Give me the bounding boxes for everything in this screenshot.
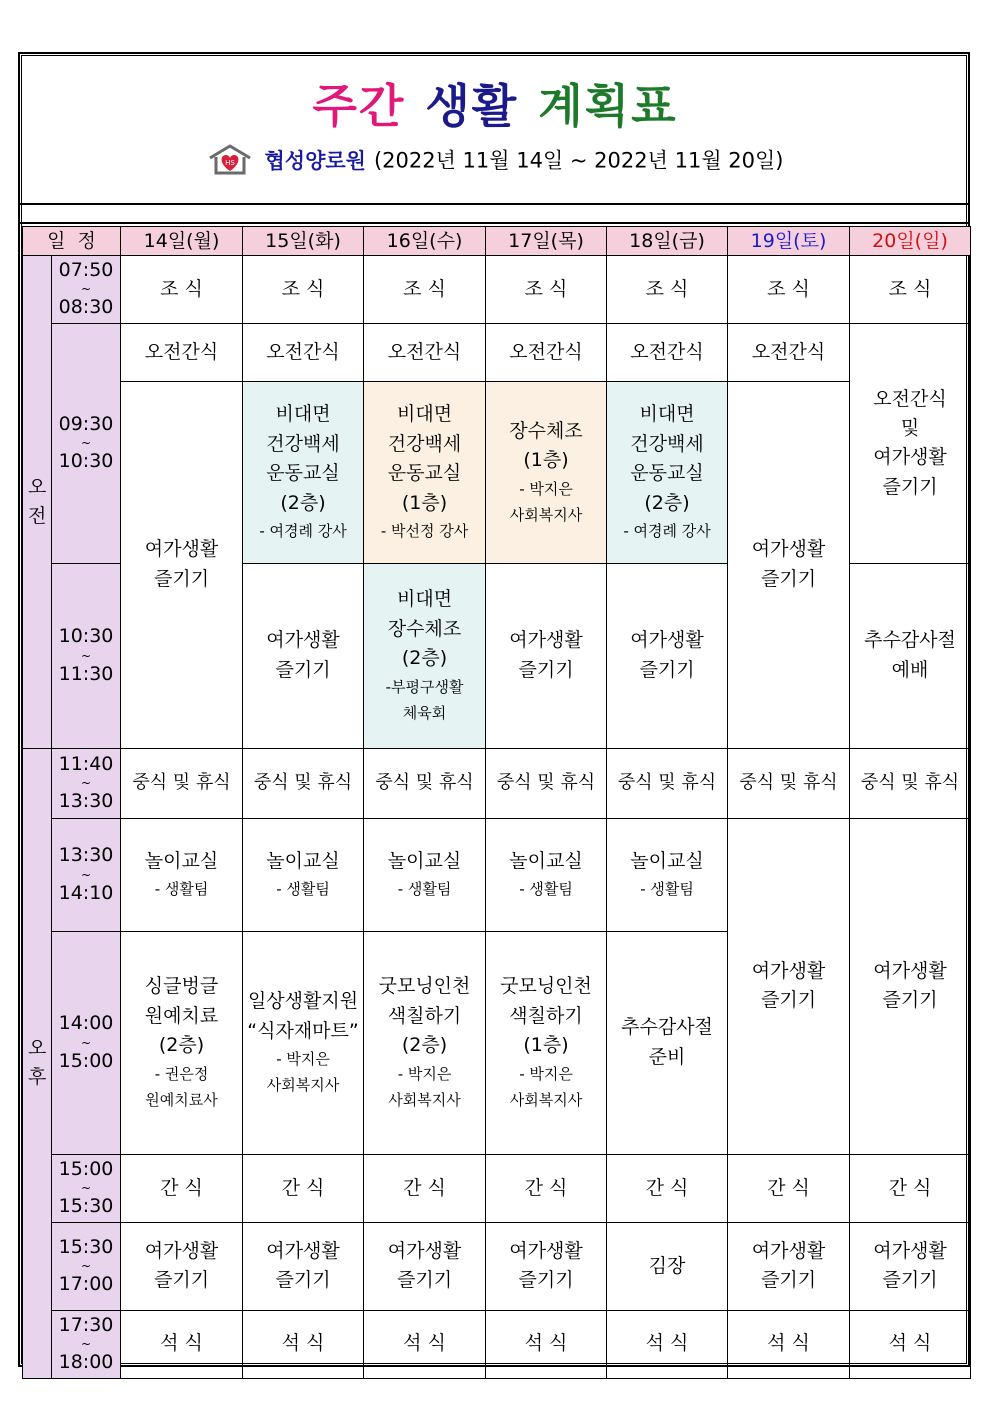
lunch-thu: 중식 및 휴식 — [486, 748, 607, 818]
wed-pm-program: 굿모닝인천 색칠하기 (2층) - 박지은 사회복지사 — [364, 931, 486, 1154]
sat-pm-leisure: 여가생활 즐기기 — [728, 818, 850, 1154]
snack-am-mon: 오전간식 — [121, 323, 243, 381]
time-cell: 15:00 ~ 15:30 — [52, 1154, 121, 1222]
table-row — [23, 818, 971, 931]
breakfast-fri: 조 식 — [607, 256, 728, 324]
sun-worship: 추수감사절 예배 — [850, 563, 971, 748]
table-row — [23, 256, 971, 324]
kimjang-fri: 김장 — [607, 1222, 728, 1310]
snack-wed: 간 식 — [364, 1154, 486, 1222]
lunch-fri: 중식 및 휴식 — [607, 748, 728, 818]
table-row — [23, 748, 971, 818]
day-header-mon: 14일(월) — [121, 227, 243, 256]
day-header-tue: 15일(화) — [243, 227, 364, 256]
snack-sat: 간 식 — [728, 1154, 850, 1222]
time-cell: 17:30 ~ 18:00 — [52, 1310, 121, 1378]
mon-am-leisure: 여가생활 즐기기 — [121, 381, 243, 748]
svg-text:HS: HS — [224, 159, 235, 167]
fri-late-leisure: 여가생활 즐기기 — [607, 563, 728, 748]
day-header-sun: 20일(일) — [850, 227, 971, 256]
eve-leisure-sat: 여가생활 즐기기 — [728, 1222, 850, 1310]
snack-sun: 간 식 — [850, 1154, 971, 1222]
page-title — [22, 70, 968, 136]
dinner-tue: 석 식 — [243, 1310, 364, 1378]
snack-am-sat: 오전간식 — [728, 323, 850, 381]
afternoon-label: 오 후 — [23, 748, 52, 1378]
snack-fri: 간 식 — [607, 1154, 728, 1222]
time-cell: 15:30 ~ 17:00 — [52, 1222, 121, 1310]
dinner-wed: 석 식 — [364, 1310, 486, 1378]
eve-leisure-wed: 여가생활 즐기기 — [364, 1222, 486, 1310]
lunch-sat: 중식 및 휴식 — [728, 748, 850, 818]
breakfast-mon: 조 식 — [121, 256, 243, 324]
sun-pm-leisure: 여가생활 즐기기 — [850, 818, 971, 1154]
wed-late-program: 비대면 장수체조 (2층) -부평구생활 체육회 — [364, 563, 486, 748]
title-part-2: 생활 — [425, 79, 519, 133]
day-header-wed: 16일(수) — [364, 227, 486, 256]
tue-late-leisure: 여가생활 즐기기 — [243, 563, 364, 748]
time-cell: 09:30 ~ 10:30 — [52, 323, 121, 563]
dinner-sun: 석 식 — [850, 1310, 971, 1378]
time-cell: 13:30 ~ 14:10 — [52, 818, 121, 931]
snack-am-wed: 오전간식 — [364, 323, 486, 381]
eve-leisure-thu: 여가생활 즐기기 — [486, 1222, 607, 1310]
lunch-mon: 중식 및 휴식 — [121, 748, 243, 818]
dinner-mon: 석 식 — [121, 1310, 243, 1378]
breakfast-sat: 조 식 — [728, 256, 850, 324]
snack-mon: 간 식 — [121, 1154, 243, 1222]
header-divider — [20, 203, 970, 205]
table-row — [23, 1310, 971, 1378]
title-part-1: 주간 — [312, 79, 406, 133]
thu-pm-program: 굿모닝인천 색칠하기 (1층) - 박지은 사회복지사 — [486, 931, 607, 1154]
breakfast-thu: 조 식 — [486, 256, 607, 324]
tue-pm-program: 일상생활지원 “식자재마트” - 박지은 사회복지사 — [243, 931, 364, 1154]
fri-pm-program: 추수감사절 준비 — [607, 931, 728, 1154]
play-fri: 놀이교실 - 생활팀 — [607, 818, 728, 931]
time-cell: 10:30 ~ 11:30 — [52, 563, 121, 748]
title-part-3: 계획표 — [538, 79, 678, 133]
table-row — [23, 323, 971, 381]
snack-thu: 간 식 — [486, 1154, 607, 1222]
time-cell: 07:50 ~ 08:30 — [52, 256, 121, 324]
dinner-thu: 석 식 — [486, 1310, 607, 1378]
snack-tue: 간 식 — [243, 1154, 364, 1222]
schedule-header: 일 정 — [23, 227, 121, 256]
snack-am-fri: 오전간식 — [607, 323, 728, 381]
day-header-sat: 19일(토) — [728, 227, 850, 256]
lunch-tue: 중식 및 휴식 — [243, 748, 364, 818]
eve-leisure-mon: 여가생활 즐기기 — [121, 1222, 243, 1310]
snack-am-thu: 오전간식 — [486, 323, 607, 381]
lunch-wed: 중식 및 휴식 — [364, 748, 486, 818]
thu-late-leisure: 여가생활 즐기기 — [486, 563, 607, 748]
morning-label: 오 전 — [23, 256, 52, 749]
dinner-sat: 석 식 — [728, 1310, 850, 1378]
eve-leisure-sun: 여가생활 즐기기 — [850, 1222, 971, 1310]
breakfast-sun: 조 식 — [850, 256, 971, 324]
table-row — [23, 381, 971, 563]
fri-am-program: 비대면 건강백세 운동교실 (2층) - 여경례 강사 — [607, 381, 728, 563]
snack-am-tue: 오전간식 — [243, 323, 364, 381]
sun-morning-cell: 오전간식 및 여가생활 즐기기 — [850, 323, 971, 563]
play-thu: 놀이교실 - 생활팀 — [486, 818, 607, 931]
dinner-fri: 석 식 — [607, 1310, 728, 1378]
header-divider-2 — [20, 222, 970, 224]
day-header-fri: 18일(금) — [607, 227, 728, 256]
weekly-schedule-table — [22, 226, 971, 1379]
house-heart-logo-icon — [207, 143, 253, 180]
sat-am-leisure: 여가생활 즐기기 — [728, 381, 850, 748]
header-row — [23, 227, 971, 256]
subtitle — [22, 143, 968, 180]
table-row — [23, 1154, 971, 1222]
day-header-thu: 17일(목) — [486, 227, 607, 256]
eve-leisure-tue: 여가생활 즐기기 — [243, 1222, 364, 1310]
org-name: 협성양로원 — [264, 148, 366, 173]
time-cell: 11:40 ~ 13:30 — [52, 748, 121, 818]
table-row — [23, 1222, 971, 1310]
period-range: (2022년 11월 14일 ~ 2022년 11월 20일) — [373, 148, 784, 173]
wed-am-program: 비대면 건강백세 운동교실 (1층) - 박선정 강사 — [364, 381, 486, 563]
play-tue: 놀이교실 - 생활팀 — [243, 818, 364, 931]
time-cell: 14:00 ~ 15:00 — [52, 931, 121, 1154]
breakfast-wed: 조 식 — [364, 256, 486, 324]
lunch-sun: 중식 및 휴식 — [850, 748, 971, 818]
thu-am-program: 장수체조 (1층) - 박지은 사회복지사 — [486, 381, 607, 563]
play-mon: 놀이교실 - 생활팀 — [121, 818, 243, 931]
breakfast-tue: 조 식 — [243, 256, 364, 324]
tue-am-program: 비대면 건강백세 운동교실 (2층) - 여경례 강사 — [243, 381, 364, 563]
mon-pm-program: 싱글벙글 원예치료 (2층) - 권은정 원예치료사 — [121, 931, 243, 1154]
play-wed: 놀이교실 - 생활팀 — [364, 818, 486, 931]
